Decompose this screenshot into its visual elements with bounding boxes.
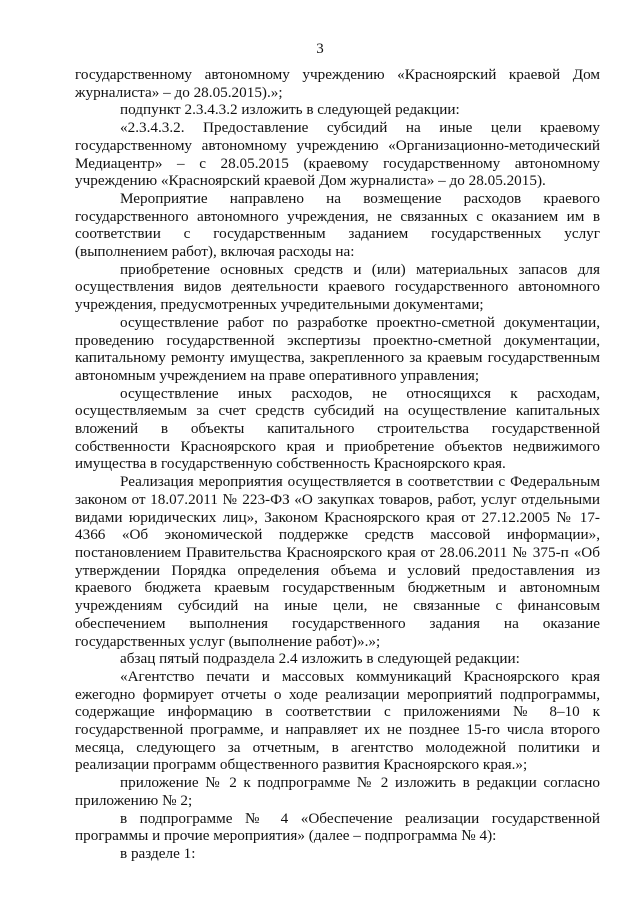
paragraph: в подпрограмме № 4 «Обеспечение реализации государственной программы и прочие мероприятия» (далее – подпрограмма № 4): [75,809,600,845]
paragraph: приобретение основных средств и (или) материальных запасов для осуществления видов деятельности краевого государственного автономного учреждения, предусмотренных учредительными документами; [75,260,600,314]
paragraph: осуществление работ по разработке проектно-сметной документации, проведению государственной экспертизы проектно-сметной документации, капитальному ремонту имущества, закрепленного за краевым государственным автономным учреждением на праве оперативного управления; [75,313,600,384]
paragraph: в разделе 1: [120,844,196,862]
paragraph: Реализация мероприятия осуществляется в соответствии с Федеральным законом от 18.07.2011 № 223-ФЗ «О закупках товаров, работ, услуг отдельными видами юридических лиц», Законом Красноярского края от 27.12.2005 № 17-4366 «Об экономической поддержке средств массовой информации», постановлением Правительства Красноярского края от 28.06.2011 № 375-п «Об утверждении Порядка определения объема и условий предоставления из краевого бюджета краевым государственным бюджетным и автономным учреждениям субсидий на иные цели, не связанные с финансовым обеспечением выполнения государственного задания на оказание государственных услуг (выполнение работ)».»; [75,473,600,650]
paragraph: подпункт 2.3.4.3.2 изложить в следующей редакции: [120,101,460,119]
paragraph: Мероприятие направлено на возмещение расходов краевого государственного автономного учреждения, не связанных с оказанием им в соответствии с государственным заданием государственных услуг (выполнением работ), включая расходы на: [75,189,600,261]
paragraph: абзац пятый подраздела 2.4 изложить в следующей редакции: [120,650,520,668]
paragraph: «2.3.4.3.2. Предоставление субсидий на иные цели краевому государственному автономному учреждению «Организационно-методический Медиацентр» – с 28.05.2015 (краевому государственному автономному учреждению «Красноярский краевой Дом журналиста» – до 28.05.2015). [75,119,600,190]
document-body [75,66,600,863]
paragraph: осуществление иных расходов, не относящихся к расходам, осуществляемым за счет средств субсидий на осуществление капитальных вложений в объекты капитального строительства государственной собственности Красноярского края и приобретение объектов недвижимого имущества в государственную собственность Красноярского края. [75,384,600,473]
paragraph: государственному автономному учреждению «Красноярский краевой Дом журналиста» – до 28.05.2015).»; [75,66,600,101]
paragraph: приложение № 2 к подпрограмме № 2 изложить в редакции согласно приложению № 2; [75,774,600,809]
page-number: 3 [316,41,324,57]
paragraph: «Агентство печати и массовых коммуникаций Красноярского края ежегодно формирует отчеты о ходе реализации мероприятий подпрограммы, содержащие информацию в соответствии с приложениями № 8–10 к государственной программе, и направляет их не позднее 15-го числа второго месяца, следующего за отчетным, в агентство молодежной политики и реализации программ общественного развития Красноярского края.»; [75,667,600,774]
